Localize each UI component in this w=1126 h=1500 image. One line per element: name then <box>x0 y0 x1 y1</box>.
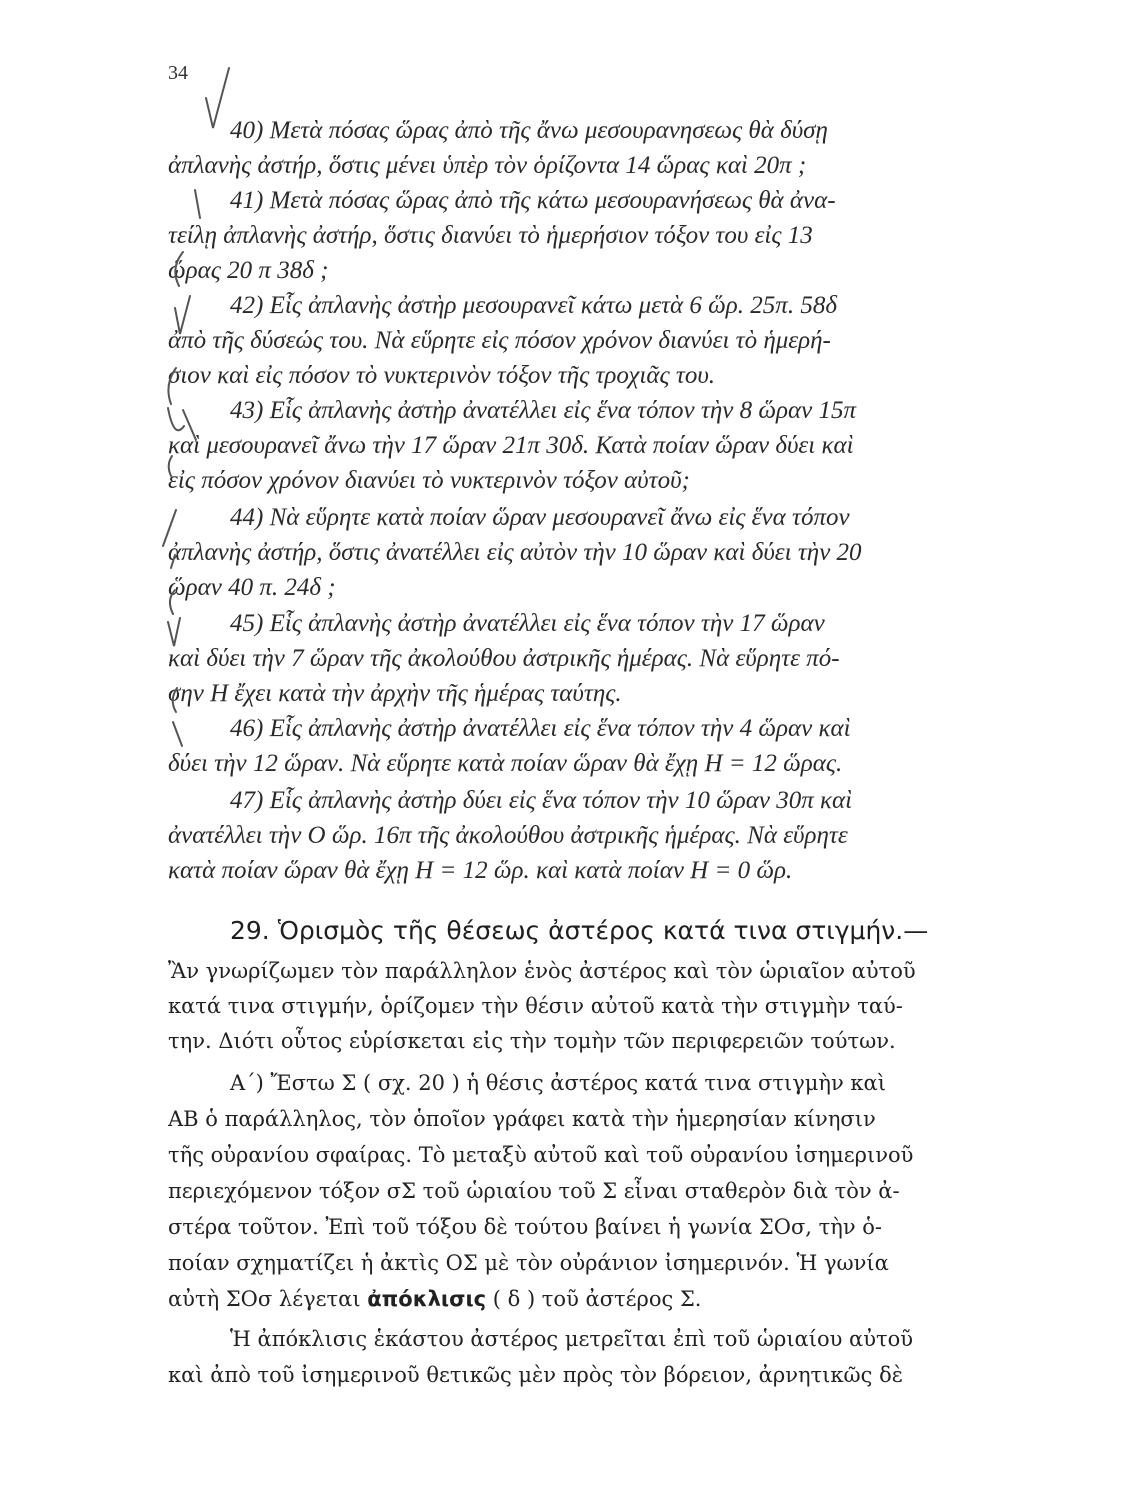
problem-46-line-1: 46) Εἷς ἀπλανὴς ἀστὴρ ἀνατέλλει εἰς ἕνα τόπον τὴν 4 ὥραν καὶ <box>230 715 851 742</box>
final-paragraph-line: Ἡ ἀπόκλισις ἑκάστου ἀστέρος μετρεῖται ἐπὶ τοῦ ὡριαίου αὐτοῦ <box>230 1327 914 1351</box>
problem-41-line-1: 41) Μετὰ πόσας ὥρας ἀπὸ τῆς κάτω μεσουρανήσεως θὰ ἀνα- <box>230 187 836 214</box>
problem-44-line-1: 44) Νὰ εὕρητε κατὰ ποίαν ὥραν μεσουρανεῖ ἄνω εἰς ἕνα τόπον <box>230 504 850 531</box>
section-paragraph-line: ποίαν σχηματίζει ἡ ἀκτὶς ΟΣ μὲ τὸν οὐράνιον ἰσημερινόν. Ἡ γωνία <box>168 1251 889 1275</box>
section-paragraph-line: Ἂν γνωρίζωμεν τὸν παράλληλον ἑνὸς ἀστέρος καὶ τὸν ὡριαῖον αὐτοῦ <box>168 959 916 983</box>
section-paragraph-line: την. Διότι οὗτος εὑρίσκεται εἰς τὴν τομὴν τῶν περιφερειῶν τούτων. <box>168 1029 896 1053</box>
problem-43-line-3: εἰς πόσον χρόνον διανύει τὸ νυκτερινὸν τόξον αὐτοῦ; <box>168 467 690 494</box>
problem-42-line-3: σιον καὶ εἰς πόσον τὸ νυκτερινὸν τόξον τῆς τροχιᾶς του. <box>168 362 716 389</box>
problem-47-line-1: 47) Εἷς ἀπλανὴς ἀστὴρ δύει εἰς ἕνα τόπον τὴν 10 ὥραν 30π καὶ <box>230 787 853 814</box>
problem-41-line-2: τείλῃ ἀπλανὴς ἀστήρ, ὅστις διανύει τὸ ἡμερήσιον τόξον του εἰς 13 <box>168 222 813 249</box>
problem-42-line-2: ἀπὸ τῆς δύσεώς του. Νὰ εὕρητε εἰς πόσον χρόνον διανύει τὸ ἡμερή- <box>168 327 831 354</box>
problem-45-line-2: καὶ δύει τὴν 7 ὥραν τῆς ἀκολούθου ἀστρικῆς ἡμέρας. Νὰ εὕρητε πό- <box>168 645 840 672</box>
section-paragraph-line: κατά τινα στιγμήν, ὁρίζομεν τὴν θέσιν αὐτοῦ κατὰ τὴν στιγμὴν ταύ- <box>168 994 903 1018</box>
problem-47-line-3: κατὰ ποίαν ὥραν θὰ ἔχῃ Η = 12 ὥρ. καὶ κατὰ ποίαν Η = 0 ὥρ. <box>168 857 793 884</box>
declination-definition-line: αὐτὴ ΣΟσ λέγεται ἀπόκλισις ( δ ) τοῦ ἀστέρος Σ. <box>168 1287 702 1311</box>
problem-45-line-1: 45) Εἷς ἀπλανὴς ἀστὴρ ἀνατέλλει εἰς ἕνα τόπον τὴν 17 ὥραν <box>230 610 825 637</box>
section-paragraph-line: Α΄) Ἔστω Σ ( σχ. 20 ) ἡ θέσις ἀστέρος κατά τινα στιγμὴν καὶ <box>230 1071 886 1095</box>
problem-47-line-2: ἀνατέλλει τὴν Ο ὥρ. 16π τῆς ἀκολούθου ἀστρικῆς ἡμέρας. Νὰ εὕρητε <box>168 822 848 849</box>
problem-43-line-1: 43) Εἷς ἀπλανὴς ἀστὴρ ἀνατέλλει εἰς ἕνα τόπον τὴν 8 ὥραν 15π <box>230 397 856 424</box>
problem-45-line-3: σην Η ἔχει κατὰ τὴν ἀρχὴν τῆς ἡμέρας ταύτης. <box>168 680 622 707</box>
problem-46-line-2: δύει τὴν 12 ὥραν. Νὰ εὕρητε κατὰ ποίαν ὥραν θὰ ἔχῃ Η = 12 ὥρας. <box>168 750 843 777</box>
section-heading: 29. Ὁρισμὸς τῆς θέσεως ἀστέρος κατά τινα στιγμήν.— <box>230 916 929 945</box>
problem-44-line-2: ἀπλανὴς ἀστήρ, ὅστις ἀνατέλλει εἰς αὐτὸν τὴν 10 ὥραν καὶ δύει τὴν 20 <box>168 539 862 566</box>
section-paragraph-line: ΑΒ ὁ παράλληλος, τὸν ὁποῖον γράφει κατὰ τὴν ἡμερησίαν κίνησιν <box>168 1107 876 1131</box>
section-paragraph-line: στέρα τοῦτον. Ἐπὶ τοῦ τόξου δὲ τούτου βαίνει ἡ γωνία ΣΟσ, τὴν ὁ- <box>168 1215 883 1239</box>
problem-43-line-2: καὶ μεσουρανεῖ ἄνω τὴν 17 ὥραν 21π 30δ. Κατὰ ποίαν ὥραν δύει καὶ <box>168 432 854 459</box>
declination-term: ἀπόκλισις <box>367 1287 487 1311</box>
section-paragraph-line: τῆς οὐρανίου σφαίρας. Τὸ μεταξὺ αὐτοῦ καὶ τοῦ οὐρανίου ἰσημερινοῦ <box>168 1143 914 1167</box>
section-paragraph-line: περιεχόμενον τόξον σΣ τοῦ ὡριαίου τοῦ Σ εἶναι σταθερὸν διὰ τὸν ἀ- <box>168 1179 900 1203</box>
problem-40-line-2: ἀπλανὴς ἀστήρ, ὅστις μένει ὑπὲρ τὸν ὁρίζοντα 14 ὥρας καὶ 20π ; <box>168 152 807 179</box>
final-paragraph-line: καὶ ἀπὸ τοῦ ἰσημερινοῦ θετικῶς μὲν πρὸς τὸν βόρειον, ἀρνητικῶς δὲ <box>168 1363 903 1387</box>
problem-41-line-3: ὥρας 20 π 38δ ; <box>168 257 329 284</box>
page-number: 34 <box>168 62 188 84</box>
problem-40-line-1: 40) Μετὰ πόσας ὥρας ἀπὸ τῆς ἄνω μεσουρανησεως θὰ δύσῃ <box>230 117 828 144</box>
problem-42-line-1: 42) Εἷς ἀπλανὴς ἀστὴρ μεσουρανεῖ κάτω μετὰ 6 ὥρ. 25π. 58δ <box>230 292 837 319</box>
problem-44-line-3: ὥραν 40 π. 24δ ; <box>168 574 336 601</box>
